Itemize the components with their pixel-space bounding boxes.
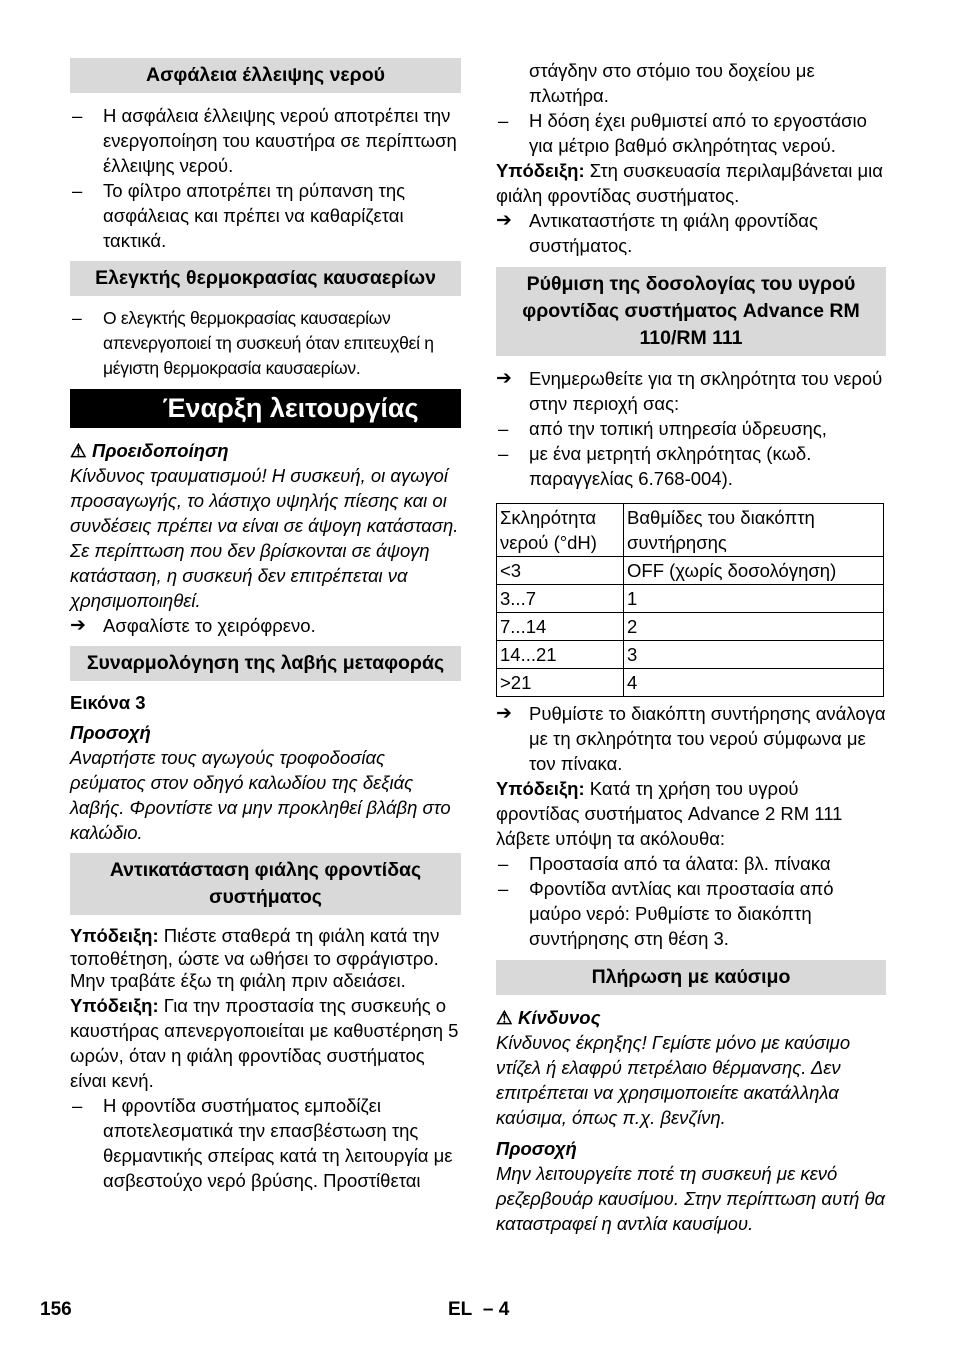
- list-item: – Η δόση έχει ρυθμιστεί από το εργοστάσιο για μέτριο βαθμό σκληρότητας νερού.: [498, 110, 867, 156]
- table-row: [497, 613, 884, 641]
- note-paragraph: Υπόδειξη: Κατά τη χρήση του υγρού φροντίδας συστήματος Advance 2 RM 111 λάβετε υπόψη τα ακόλουθα:: [496, 778, 843, 849]
- table-cell: 3: [624, 641, 884, 669]
- table-header-row: [497, 504, 884, 557]
- list-item: – Η φροντίδα συστήματος εμποδίζει αποτελεσματικά την επασβέστωση της θερμαντικής σπείρας κατά τη λειτουργία με ασβεστούχο νερό βρύσης. Προστίθεται: [72, 1094, 453, 1191]
- section-heading-water-safety: Ασφάλεια έλλειψης νερού: [70, 58, 461, 93]
- list-item: – Η ασφάλεια έλλειψης νερού αποτρέπει την ενεργοποίηση του καυστήρα σε περίπτωση έλλειψης νερού.: [72, 105, 457, 176]
- caution-text: Αναρτήστε τους αγωγούς τροφοδοσίας ρεύματος στον οδηγό καλωδίου της δεξιάς λαβής. Φροντίστε να μην προκληθεί βλάβη στο καλώδιο.: [70, 747, 451, 843]
- caution-title: Προσοχή: [70, 722, 151, 743]
- table-row: [497, 585, 884, 613]
- list-item: – Φροντίδα αντλίας και προστασία από μαύρο νερό: Ρυθμίστε το διακόπτη συντήρησης στη θέση 3.: [498, 878, 834, 949]
- table-cell: 2: [624, 613, 884, 641]
- table-row: [497, 557, 884, 585]
- caution-text: Μην λειτουργείτε ποτέ τη συσκευή με κενό ρεζερβουάρ καυσίμου. Στην περίπτωση αυτή θα καταστραφεί η αντλία καυσίμου.: [496, 1163, 886, 1234]
- right-column: [496, 58, 886, 1236]
- figure-label: Εικόνα 3: [70, 692, 146, 713]
- instruction-step: ➔ Ρυθμίστε το διακόπτη συντήρησης ανάλογα με τη σκληρότητα του νερού σύμφωνα με τον πίνακα.: [496, 703, 886, 774]
- section-heading-refuel: Πλήρωση με καύσιμο: [496, 960, 886, 995]
- table-cell: 3...7: [497, 585, 624, 613]
- dash-marker: –: [498, 418, 509, 439]
- list-item: – Ο ελεγκτής θερμοκρασίας καυσαερίων απενεργοποιεί τη συσκευή όταν επιτευχθεί η μέγιστη θερμοκρασία καυσαερίων.: [72, 308, 434, 378]
- dash-marker: –: [498, 443, 509, 464]
- table-cell: >21: [497, 669, 624, 697]
- dash-marker: –: [72, 180, 83, 201]
- list-item: – Το φίλτρο αποτρέπει τη ρύπανση της ασφάλειας και πρέπει να καθαρίζεται τακτικά.: [72, 180, 406, 251]
- arrow-icon: ➔: [70, 615, 86, 636]
- warning-block: ⚠ Προειδοποίηση Κίνδυνος τραυματισμού! Η συσκευή, οι αγωγοί προσαγωγής, το λάστιχο υψηλής πίεσης και οι συνδέσεις πρέπει να είναι σε άψογη κατάσταση. Σε περίπτωση που δεν βρίσκονται σε άψογη κατάσταση, η συσκευή δεν επιτρέπεται να χρησιμοποιηθεί.: [70, 438, 461, 613]
- table-cell: 1: [624, 585, 884, 613]
- left-column: [70, 58, 461, 1193]
- table-row: [497, 669, 884, 697]
- arrow-icon: ➔: [496, 210, 512, 231]
- warning-triangle-icon: ⚠: [70, 440, 87, 461]
- note-paragraph: Υπόδειξη: Πιέστε σταθερά τη φιάλη κατά την τοποθέτηση, ώστε να ωθήσει το σφράγιστρο. Μην τραβάτε έξω τη φιάλη πριν αδειάσει.: [70, 925, 440, 991]
- table-cell: 14...21: [497, 641, 624, 669]
- list-item: – με ένα μετρητή σκληρότητας (κωδ. παραγγελίας 6.768-004).: [498, 443, 812, 489]
- list-item: – Προστασία από τα άλατα: βλ. πίνακα: [498, 853, 831, 874]
- list-item: – από την τοπική υπηρεσία ύδρευσης,: [498, 418, 827, 439]
- note-paragraph: Υπόδειξη: Για την προστασία της συσκευής ο καυστήρας απενεργοποιείται με καθυστέρηση 5 ωρών, όταν η φιάλη φροντίδας συστήματος είναι κενή.: [70, 994, 459, 1091]
- table-cell: <3: [497, 557, 624, 585]
- note-paragraph: Υπόδειξη: Στη συσκευασία περιλαμβάνεται μια φιάλη φροντίδας συστήματος.: [496, 160, 883, 206]
- arrow-icon: ➔: [496, 703, 512, 724]
- danger-block: ⚠ Κίνδυνος Κίνδυνος έκρηξης! Γεμίστε μόνο με καύσιμο ντίζελ ή ελαφρύ πετρέλαιο θέρμανσης. Δεν επιτρέπεται να χρησιμοποιείτε ακατάλληλα καύσιμα, όπως π.χ. βενζίνη.: [496, 1005, 886, 1130]
- table-header-cell: Σκληρότητα νερού (°dH): [497, 504, 624, 557]
- dash-marker: –: [498, 878, 509, 899]
- section-heading-replace-bottle: Αντικατάσταση φιάλης φροντίδας συστήματος: [70, 853, 461, 915]
- instruction-step: ➔ Αντικαταστήστε τη φιάλη φροντίδας συστήματος.: [496, 210, 818, 256]
- section-heading-exhaust-temp: Ελεγκτής θερμοκρασίας καυσαερίων: [70, 261, 461, 296]
- table-cell: 7...14: [497, 613, 624, 641]
- warning-text: Κίνδυνος τραυματισμού! Η συσκευή, οι αγωγοί προσαγωγής, το λάστιχο υψηλής πίεσης και οι συνδέσεις πρέπει να είναι σε άψογη κατάσταση. Σε περίπτωση που δεν βρίσκονται σε άψογη κατάσταση, η συσκευή δεν επιτρέπεται να χρησιμοποιηθεί.: [70, 465, 459, 611]
- page-number: 156: [40, 1299, 72, 1320]
- dash-marker: –: [72, 105, 83, 126]
- table-row: [497, 641, 884, 669]
- section-heading-start-operation: Έναρξη λειτουργίας: [70, 389, 461, 428]
- hardness-table: [496, 503, 884, 697]
- dash-marker: –: [498, 853, 509, 874]
- dash-marker: –: [72, 308, 82, 328]
- table-cell: 4: [624, 669, 884, 697]
- dash-marker: –: [498, 110, 509, 131]
- section-heading-dosage: Ρύθμιση της δοσολογίας του υγρού φροντίδας συστήματος Advance RM 110/RM 111: [496, 267, 886, 356]
- instruction-step: ➔ Ενημερωθείτε για τη σκληρότητα του νερού στην περιοχή σας:: [496, 368, 883, 414]
- warning-triangle-icon: ⚠: [496, 1007, 513, 1028]
- language-code: EL – 4: [448, 1299, 510, 1320]
- dash-marker: –: [72, 1094, 83, 1116]
- instruction-step: ➔ Ασφαλίστε το χειρόφρενο.: [70, 615, 316, 636]
- table-header-cell: Βαθμίδες του διακόπτη συντήρησης: [624, 504, 884, 557]
- section-heading-carry-handle: Συναρμολόγηση της λαβής μεταφοράς: [70, 646, 461, 681]
- list-item-continuation: στάγδην στο στόμιο του δοχείου με πλωτήρα.: [529, 60, 815, 106]
- arrow-icon: ➔: [496, 368, 512, 389]
- table-cell: OFF (χωρίς δοσολόγηση): [624, 557, 884, 585]
- danger-text: Κίνδυνος έκρηξης! Γεμίστε μόνο με καύσιμο ντίζελ ή ελαφρύ πετρέλαιο θέρμανσης. Δεν επιτρέπεται να χρησιμοποιείτε ακατάλληλα καύσιμα, όπως π.χ. βενζίνη.: [496, 1032, 851, 1128]
- caution-title: Προσοχή: [496, 1138, 577, 1159]
